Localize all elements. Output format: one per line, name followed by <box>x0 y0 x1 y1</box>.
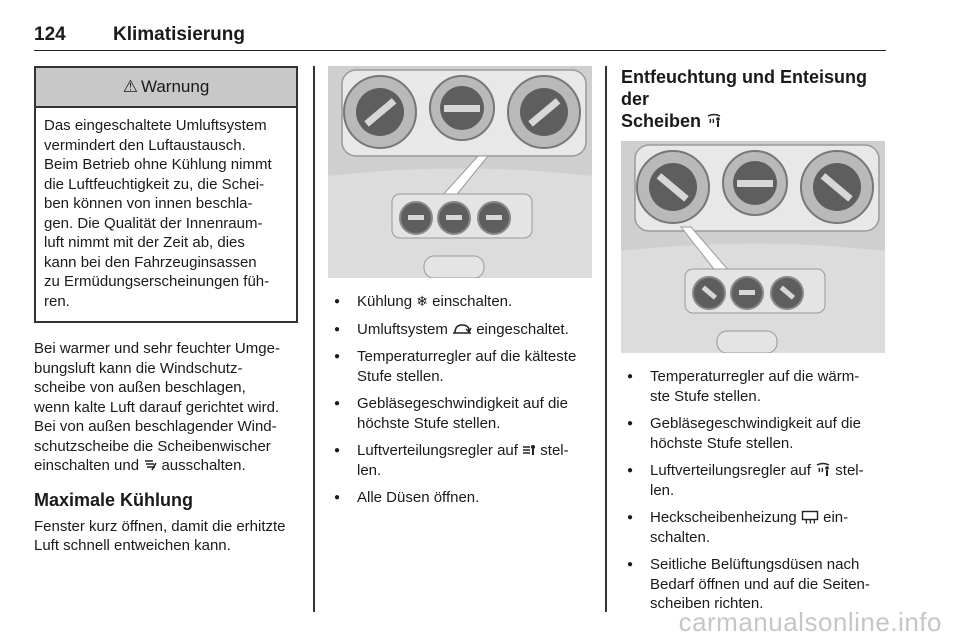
page-number: 124 <box>34 24 66 45</box>
text-line: Fenster kurz öffnen, damit die erhitzte <box>34 517 286 535</box>
text-line: Bei warmer und sehr feuchter Umge- <box>34 340 280 357</box>
face-vent-icon <box>522 443 536 457</box>
warning-header <box>36 68 296 108</box>
text-line: Luft schnell entweichen kann. <box>34 537 231 554</box>
wiper-off-icon <box>143 458 157 472</box>
defrost-icon <box>815 462 831 477</box>
max-cooling-heading: Maximale Kühlung <box>34 489 194 510</box>
fog-paragraph <box>34 339 300 476</box>
watermark: carmanualsonline.info <box>678 607 942 637</box>
list-item: ● Luftverteilungsregler auf stel- len. <box>328 441 592 480</box>
middle-column <box>328 66 592 516</box>
list-item: ● Gebläsegeschwindigkeit auf die höchste Stufe stellen. <box>621 414 887 453</box>
warning-line: kann bei den Fahrzeuginsassen <box>44 253 257 271</box>
warning-line: vermindert den Luftaustausch. <box>44 136 246 154</box>
text-line: scheibe von außen beschlagen, <box>34 379 246 396</box>
recirculation-icon <box>452 323 472 335</box>
warning-line: die Luftfeuchtigkeit zu, die Schei- <box>44 175 265 193</box>
warning-box <box>34 66 298 323</box>
list-item: ● Seitliche Belüftungsdüsen nach Bedarf öffnen und auf die Seiten- scheiben richten. <box>621 555 887 614</box>
chapter-title: Klimatisierung <box>113 24 245 45</box>
left-column <box>34 66 300 556</box>
list-item: ● Luftverteilungsregler auf stel- len. <box>621 461 887 500</box>
warning-line: ben können von innen beschla- <box>44 195 253 212</box>
climate-panel-illustration-cooling <box>328 66 592 278</box>
windshield-defrost-icon <box>706 113 722 128</box>
list-item: ● Temperaturregler auf die wärm- ste Stufe stellen. <box>621 367 887 406</box>
column-divider-1 <box>313 66 315 612</box>
list-item: ● Gebläsegeschwindigkeit auf die höchste Stufe stellen. <box>328 394 592 433</box>
list-item: ● Umluftsystem eingeschaltet. <box>328 320 592 340</box>
list-item: ● Alle Düsen öffnen. <box>328 488 592 508</box>
warning-line: ren. <box>44 292 70 310</box>
snowflake-icon: ❄ <box>416 293 428 309</box>
warning-line: zu Ermüdungserscheinungen füh- <box>44 273 270 290</box>
warning-line: Beim Betrieb ohne Kühlung nimmt <box>44 156 272 173</box>
list-item: ● Temperaturregler auf die kälteste Stufe stellen. <box>328 347 592 386</box>
rear-defrost-icon <box>801 510 819 524</box>
list-item: ● Heckscheibenheizung ein- schalten. <box>621 508 887 547</box>
right-column <box>621 66 887 622</box>
list-item: ● Kühlung ❄ einschalten. <box>328 292 592 312</box>
cooling-steps-list <box>328 292 592 508</box>
column-divider-2 <box>605 66 607 612</box>
text-line: bungsluft kann die Windschutz- <box>34 359 243 377</box>
warning-line: luft nimmt mit der Zeit ab, dies <box>44 234 245 251</box>
warning-line: Das eingeschaltete Umluftsystem <box>44 117 267 134</box>
warning-title: Warnung <box>140 77 210 96</box>
climate-panel-illustration-defrost <box>621 141 885 353</box>
text-line: einschalten und ausschalten. <box>34 457 246 474</box>
warning-triangle-icon: ⚠ <box>122 77 138 96</box>
warning-text <box>36 108 296 321</box>
defrost-steps-list <box>621 367 887 614</box>
max-cooling-text <box>34 517 300 556</box>
text-line: Bei von außen beschlagender Wind- <box>34 418 277 435</box>
warning-line: gen. Die Qualität der Innenraum- <box>44 214 263 232</box>
page-header <box>34 0 886 51</box>
defog-heading: Entfeuchtung und Enteisung der Scheiben <box>621 67 867 131</box>
text-line: schutzscheibe die Scheibenwischer <box>34 437 271 455</box>
text-line: wenn kalte Luft darauf gerichtet wird. <box>34 398 280 416</box>
